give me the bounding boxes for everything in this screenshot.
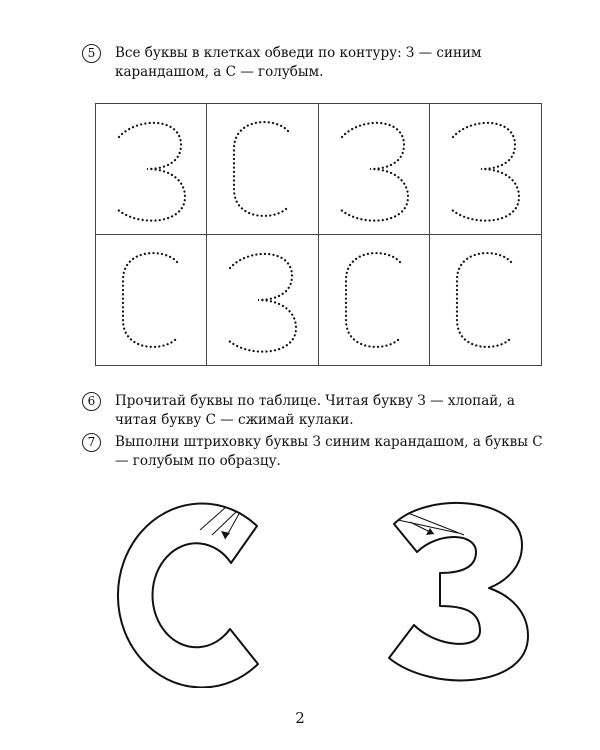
task-text: Прочитай буквы по таблице. Читая букву З — хлопай, а читая букву С — сжимай кулаки. bbox=[115, 393, 515, 428]
dotted-letter-z[interactable] bbox=[330, 113, 418, 225]
task-text: Все буквы в клетках обведи по контуру: З — синим карандашом, а С — голубым. bbox=[115, 45, 482, 80]
dotted-stroke bbox=[457, 253, 511, 347]
dotted-stroke bbox=[228, 254, 296, 352]
grid-cell bbox=[207, 235, 318, 366]
dotted-letter-s[interactable] bbox=[330, 244, 418, 356]
dotted-stroke bbox=[346, 253, 400, 347]
grid-cell bbox=[430, 235, 541, 366]
page-number: 2 bbox=[295, 709, 305, 727]
dotted-letter-z[interactable] bbox=[218, 244, 306, 356]
task-6 bbox=[85, 392, 555, 430]
dotted-letter-s[interactable] bbox=[441, 244, 529, 356]
dotted-stroke bbox=[340, 123, 408, 221]
task-7 bbox=[85, 433, 555, 471]
grid-cell bbox=[207, 104, 318, 235]
grid-cell bbox=[319, 104, 430, 235]
task-number-badge: 6 bbox=[82, 392, 101, 411]
task-number-badge: 7 bbox=[82, 433, 101, 452]
dotted-letter-z[interactable] bbox=[441, 113, 529, 225]
task-5 bbox=[85, 44, 555, 82]
letter-tracing-grid bbox=[95, 103, 542, 366]
dotted-stroke bbox=[451, 123, 519, 221]
dotted-letter-s[interactable] bbox=[107, 244, 195, 356]
dotted-stroke bbox=[123, 253, 177, 347]
outline-letter-z-shading-area[interactable] bbox=[382, 493, 537, 688]
grid-cell bbox=[96, 235, 207, 366]
task-text: Выполни штриховку буквы З синим карандашом, а буквы С — голубым по образцу. bbox=[115, 434, 543, 469]
dotted-letter-s[interactable] bbox=[218, 113, 306, 225]
grid-cell bbox=[319, 235, 430, 366]
task-number-badge: 5 bbox=[82, 44, 101, 63]
dotted-stroke bbox=[234, 122, 288, 216]
grid-cell bbox=[430, 104, 541, 235]
dotted-stroke bbox=[117, 123, 185, 221]
grid-cell bbox=[96, 104, 207, 235]
dotted-letter-z[interactable] bbox=[107, 113, 195, 225]
outline-letter-s-shading-area[interactable] bbox=[100, 493, 275, 688]
